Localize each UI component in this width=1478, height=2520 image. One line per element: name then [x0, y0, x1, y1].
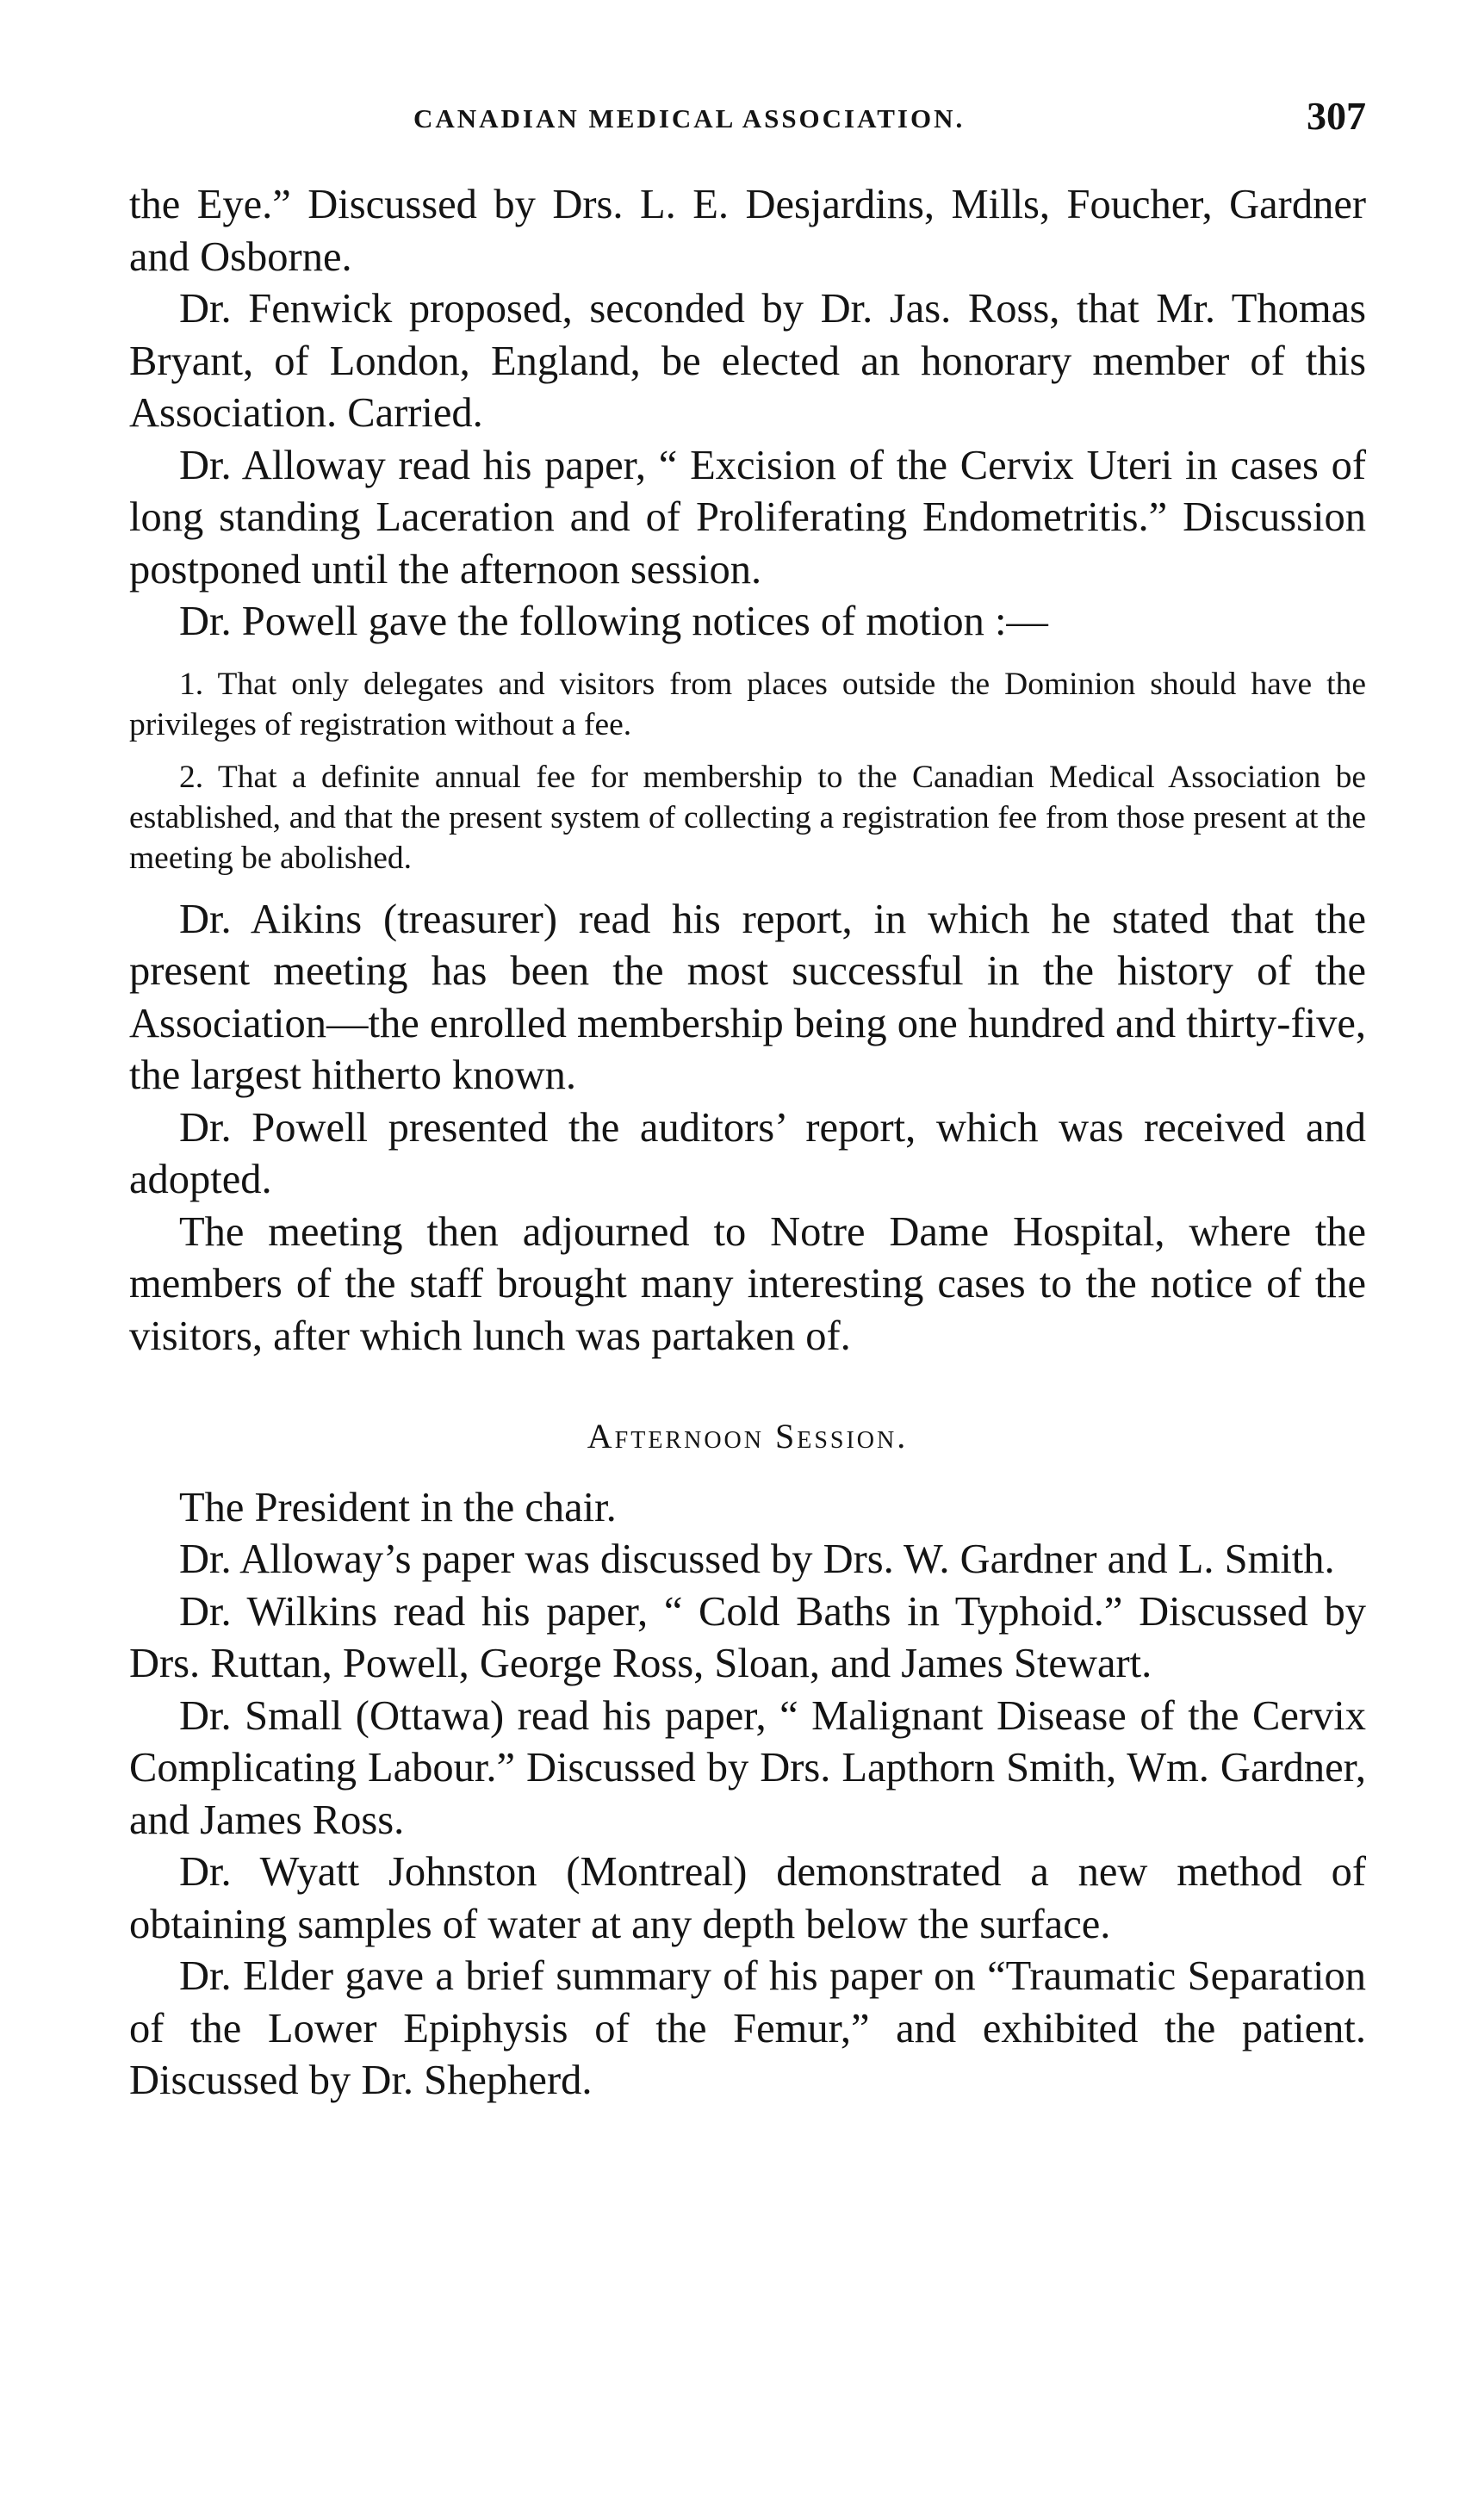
book-page: [129, 93, 1366, 2107]
paragraph-johnston-demonstration: Dr. Wyatt Johnston (Montreal) demonstrated a new method of obtaining samples of water at any depth below the surface.: [129, 1849, 1366, 1947]
paragraph-treasurer-report: Dr. Aikins (treasurer) read his report, in which he stated that the present meeting has been the most successful in the history of the Association—the enrolled membership being one hundred and thirty-five, the largest hitherto known.: [129, 896, 1366, 1098]
paragraph-adjournment: The meeting then adjourned to Notre Dame Hospital, where the members of the staff brought many interesting cases to the notice of the visitors, after which lunch was partaken of.: [129, 1208, 1366, 1359]
page-number: 307: [1307, 94, 1366, 138]
paragraph-president-chair: The President in the chair.: [179, 1484, 617, 1530]
paragraph-fenwick-motion: Dr. Fenwick proposed, seconded by Dr. Jas. Ross, that Mr. Thomas Bryant, of London, England, be elected an honorary member of this Association. Carried.: [129, 286, 1366, 436]
page-body: [129, 179, 1366, 2107]
paragraph-auditors-report: Dr. Powell presented the auditors’ report, which was received and adopted.: [129, 1104, 1366, 1202]
paragraph-alloway-discussion: Dr. Alloway’s paper was discussed by Drs. W. Gardner and L. Smith.: [179, 1536, 1335, 1582]
running-head: CANADIAN MEDICAL ASSOCIATION.: [413, 103, 966, 133]
paragraph-small-paper: Dr. Small (Ottawa) read his paper, “ Malignant Disease of the Cervix Complicating Labour.” Discussed by Drs. Lapthorn Smith, Wm. Gardner, and James Ross.: [129, 1692, 1366, 1843]
paragraph-powell-notices: Dr. Powell gave the following notices of motion :—: [179, 599, 1048, 644]
section-heading: Afternoon Session.: [587, 1417, 909, 1456]
paragraph-elder-summary: Dr. Elder gave a brief summary of his paper on “Traumatic Separation of the Lower Epiphysis of the Femur,” and exhibited the patient. Discussed by Dr. Shepherd.: [129, 1953, 1366, 2103]
motion-item: 1. That only delegates and visitors from places outside the Dominion should have the privileges of registration without a fee.: [129, 666, 1366, 742]
page-header: [129, 93, 1366, 153]
paragraph-alloway-paper: Dr. Alloway read his paper, “ Excision of the Cervix Uteri in cases of long standing Laceration and of Proliferating Endometritis.” Discussion postponed until the afternoon session.: [129, 442, 1366, 593]
motion-item: 2. That a definite annual fee for membership to the Canadian Medical Association be established, and that the present system of collecting a registration fee from those present at the meeting be abolished.: [129, 759, 1366, 876]
notices-of-motion: [129, 664, 1366, 878]
paragraph-wilkins-paper: Dr. Wilkins read his paper, “ Cold Baths in Typhoid.” Discussed by Drs. Ruttan, Powell, George Ross, Sloan, and James Stewart.: [129, 1588, 1366, 1686]
paragraph-continuation: the Eye.” Discussed by Drs. L. E. Desjardins, Mills, Foucher, Gardner and Osborne.: [129, 182, 1366, 280]
